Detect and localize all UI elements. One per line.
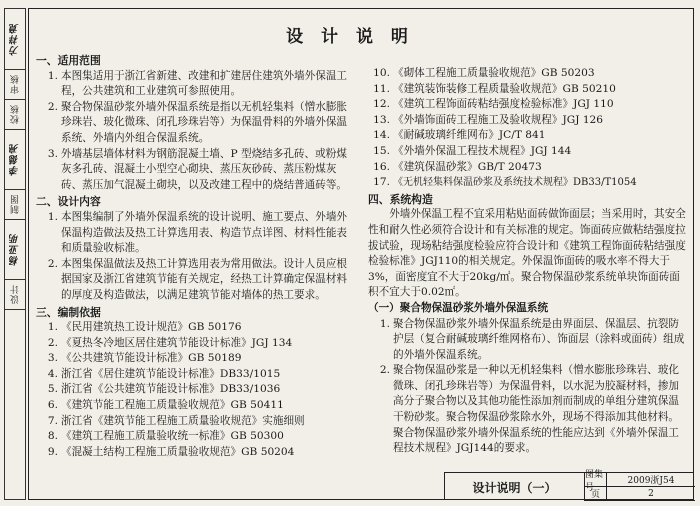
section-heading-content: 二、设计内容 bbox=[36, 195, 101, 209]
reference-item: 4. 浙江省《居住建筑节能设计标准》DB33/1015 bbox=[47, 367, 281, 380]
list-item: 1. 本图集适用于浙江省新建、改建和扩建居住建筑外墙外保温工程，公共建筑和工业建筑可参照使用。 bbox=[47, 69, 348, 98]
right-column bbox=[368, 66, 686, 457]
reviewer-label: 审核 bbox=[10, 74, 21, 94]
list-item: 2. 聚合物保温砂浆是一种以无机轻集料（憎水膨胀珍珠岩、玻化微珠、闭孔珍珠岩等）为保温骨料，以水泥为胶凝材料，掺加高分子聚合物以及其他功能性添加剂而制成的单组分建筑保温干粉砂浆。聚合物保温砂浆除水外，现场不得添加其他材料。聚合物保温砂浆外墙外保温系统的性能应达到《外墙外保温工程技术规程》JGJ144的要求。 bbox=[379, 364, 680, 455]
section-heading-basis: 三、编制依据 bbox=[36, 305, 101, 319]
reference-item: 8. 《建筑工程施工质量验收统一标准》GB 50300 bbox=[47, 430, 284, 443]
sidebar-cell-check bbox=[5, 99, 25, 130]
reference-item: 12. 《建筑工程饰面砖粘结强度检验标准》JGJ 110 bbox=[373, 98, 614, 111]
checker-signature: 李德亮 bbox=[9, 142, 21, 176]
list-item: 2. 聚合物保温砂浆外墙外保温系统是指以无机轻集料（憎水膨胀珍珠岩、玻化微珠、闭孔珍珠岩等）为保温骨料的外墙外保温系统、外墙内外组合保温系统。 bbox=[47, 100, 348, 144]
checker-label: 校核 bbox=[10, 104, 21, 124]
list-item: 2. 本图集保温做法及热工计算选用表为常用做法。设计人员应根据国家及浙江省建筑节能有关规定，经热工计算确定保温材料的厚度及构造做法，以满足建筑节能对墙体的热工要求。 bbox=[47, 257, 348, 301]
sheet-name: 设计说明（一） bbox=[445, 473, 585, 501]
sidebar-cell-review bbox=[5, 69, 25, 100]
reference-item: 15. 《外墙外保温工程技术规程》JGJ 144 bbox=[373, 144, 572, 157]
designer-label: 设计 bbox=[10, 284, 21, 304]
title-block bbox=[444, 469, 694, 500]
reference-item: 7. 浙江省《建筑节能工程施工质量验收规范》实施细则 bbox=[47, 414, 305, 427]
reference-item: 16. 《建筑保温砂浆》GB/T 20473 bbox=[373, 160, 542, 173]
atlas-number-label: 图集号 bbox=[585, 473, 607, 487]
sidebar-cell-design bbox=[5, 279, 25, 310]
reference-item: 11. 《建筑装饰装修工程质量验收规范》GB 50210 bbox=[373, 82, 616, 95]
section-heading-structure: 四、系统构造 bbox=[368, 192, 433, 206]
reference-item: 13. 《外墙饰面砖工程施工及验收规程》JGJ 126 bbox=[373, 113, 604, 126]
sidebar-cell-draw bbox=[5, 189, 25, 220]
sidebar-cell-check-sig bbox=[5, 129, 25, 190]
sidebar-cell-draw-sig bbox=[5, 219, 25, 280]
atlas-number: 2009浙J54 bbox=[607, 473, 695, 487]
page-number: 2 bbox=[607, 487, 695, 501]
reference-item: 6. 《建筑节能工程施工质量验收规范》GB 50411 bbox=[47, 399, 284, 412]
reference-item: 2. 《夏热冬冷地区居住建筑节能设计标准》JGJ 134 bbox=[47, 336, 293, 349]
subsection-heading: （一）聚合物保温砂浆外墙外保温系统 bbox=[368, 301, 549, 314]
approval-sidebar bbox=[4, 8, 26, 500]
list-item: 1. 聚合物保温砂浆外墙外保温系统是由界面层、保温层、抗裂防护层（复合耐碱玻璃纤维网格布）、饰面层（涂料或面砖）组成的外墙外保温系统。 bbox=[379, 317, 685, 361]
list-item: 3. 外墙基层墙体材料为钢筋混凝土墙、P 型烧结多孔砖、或粉煤灰多孔砖、混凝土小型空心砌块、蒸压灰砂砖、蒸压粉煤灰砖、蒸压加气混凝土砌块，以及改建工程中的烧结普通砖等。 bbox=[47, 147, 348, 191]
left-column bbox=[36, 52, 354, 460]
page-title: 设 计 说 明 bbox=[286, 27, 414, 47]
reference-item: 9. 《混凝土结构工程施工质量验收规范》GB 50204 bbox=[47, 445, 295, 458]
reference-item: 5. 浙江省《公共建筑节能设计标准》DB33/1036 bbox=[47, 383, 281, 396]
section-heading-scope: 一、适用范围 bbox=[36, 54, 101, 67]
reviewer-signature: 方祥竟 bbox=[9, 22, 21, 56]
drafter-label: 制图 bbox=[10, 194, 21, 214]
reference-item: 10. 《砌体工程施工质量验收规范》GB 50203 bbox=[373, 67, 595, 79]
reference-item: 3. 《公共建筑节能设计标准》GB 50189 bbox=[47, 352, 242, 365]
drafter-signature: 杨亚明 bbox=[9, 232, 21, 266]
structure-intro-paragraph: 外墙外保温工程不宜采用粘贴面砖做饰面层；当采用时，其安全性和耐久性必须符合设计和有关标准的规定。饰面砖应做粘结强度拉拔试验，现场粘结强度检验应符合设计和《建筑工程饰面砖粘结强度检验标准》JGJ110的相关规定。外保温饰面砖的吸水率不得大于3%，面密度宜不大于20kg/㎡。聚合物保温砂浆系统单块饰面砖面积不宜大于0.02㎡。 bbox=[368, 208, 686, 299]
reference-item: 1. 《民用建筑热工设计规范》GB 50176 bbox=[47, 321, 242, 334]
reference-item: 17. 《无机轻集料保温砂浆及系统技术规程》DB33/T1054 bbox=[373, 176, 637, 189]
page-label: 页 bbox=[585, 487, 607, 501]
list-item: 1. 本图集编制了外墙外保温系统的设计说明、施工要点、外墙外保温构造做法及热工计算选用表、构造节点详图、材料性能表和质量验收标准。 bbox=[47, 210, 348, 255]
reference-item: 14. 《耐碱玻璃纤维网布》JC/T 841 bbox=[373, 129, 546, 142]
